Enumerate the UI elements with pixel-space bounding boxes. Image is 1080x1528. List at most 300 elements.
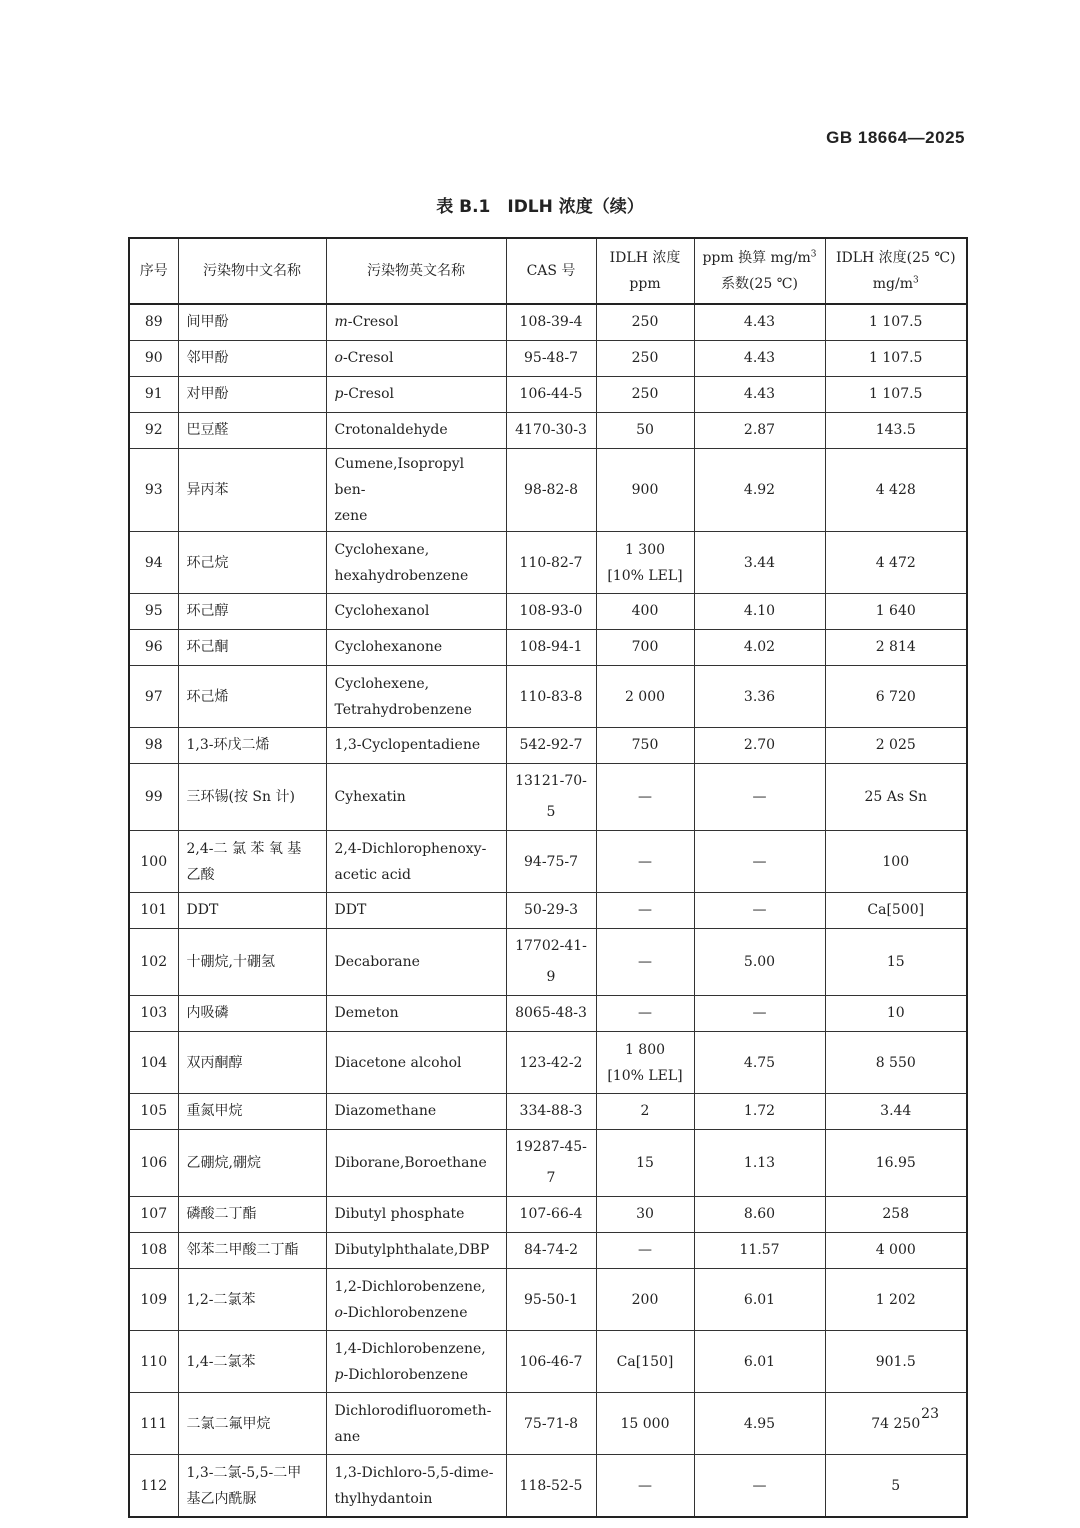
cell-no-text: 102 bbox=[140, 953, 168, 970]
cell-no bbox=[129, 1233, 178, 1269]
cell-cn-name bbox=[178, 1094, 326, 1130]
cell-en-prefix: o bbox=[334, 350, 343, 366]
cell-cas-text: 17702-41-9 bbox=[515, 938, 587, 985]
cell-idlh-ppm bbox=[596, 341, 694, 377]
standard-code: GB 18664—2025 bbox=[826, 128, 965, 147]
cell-cas-text: 75-71-8 bbox=[524, 1415, 578, 1432]
cell-en-name bbox=[326, 1094, 506, 1130]
cell-idlh-ppm-text-2: [10% LEL] bbox=[607, 567, 683, 584]
cell-no bbox=[129, 1130, 178, 1197]
cell-cas bbox=[506, 1331, 596, 1393]
table-row bbox=[129, 304, 967, 341]
cell-factor-text: 1.13 bbox=[743, 1154, 776, 1171]
page-number: 23 bbox=[921, 1406, 939, 1422]
table-title: 表 B.1 IDLH 浓度（续） bbox=[436, 197, 644, 217]
cell-idlh-mg-text: 1 202 bbox=[875, 1291, 916, 1308]
cell-factor bbox=[694, 929, 825, 996]
cell-no bbox=[129, 996, 178, 1032]
cell-idlh-mg-text: 1 107.5 bbox=[869, 350, 923, 366]
cell-cas-text: 123-42-2 bbox=[519, 1054, 583, 1071]
cell-factor-text: 6.01 bbox=[743, 1291, 776, 1308]
col-header-factor bbox=[694, 238, 825, 304]
cell-en-name-text: Dichlorodifluorometh- bbox=[334, 1402, 492, 1419]
table-row bbox=[129, 1455, 967, 1518]
cell-factor bbox=[694, 1455, 825, 1518]
cell-cas-text: 4170-30-3 bbox=[515, 422, 587, 438]
cell-en-prefix: m bbox=[334, 314, 348, 330]
cell-cas-text: 19287-45-7 bbox=[515, 1139, 587, 1186]
cell-idlh-ppm-text-2: [10% LEL] bbox=[607, 1067, 683, 1084]
cell-cas bbox=[506, 532, 596, 594]
cell-en-name-text-2: -Dichlorobenzene bbox=[343, 1366, 469, 1383]
cell-idlh-mg bbox=[825, 1455, 967, 1518]
cell-factor bbox=[694, 831, 825, 893]
cell-idlh-mg bbox=[825, 831, 967, 893]
cell-en-name bbox=[326, 377, 506, 413]
cell-idlh-mg-text: 74 250 bbox=[871, 1415, 921, 1432]
cell-idlh-mg bbox=[825, 630, 967, 666]
cell-no bbox=[129, 1331, 178, 1393]
cell-factor bbox=[694, 1197, 825, 1233]
table-row bbox=[129, 929, 967, 996]
cell-no-text: 109 bbox=[140, 1291, 168, 1308]
cell-idlh-ppm-text: — bbox=[638, 902, 652, 918]
cell-cn-name-text: 内吸磷 bbox=[186, 1005, 229, 1021]
cell-en-name-text-2: thylhydantoin bbox=[334, 1490, 433, 1507]
cell-no-text: 98 bbox=[144, 737, 163, 753]
cell-cas bbox=[506, 728, 596, 764]
cell-idlh-ppm bbox=[596, 1331, 694, 1393]
table-row bbox=[129, 341, 967, 377]
cell-idlh-mg bbox=[825, 532, 967, 594]
cell-en-name bbox=[326, 929, 506, 996]
cell-no-text: 111 bbox=[140, 1415, 168, 1432]
cell-en-name-text: Diacetone alcohol bbox=[334, 1054, 462, 1071]
cell-idlh-ppm bbox=[596, 1032, 694, 1094]
cell-idlh-ppm bbox=[596, 630, 694, 666]
cell-cas-text: 106-46-7 bbox=[519, 1353, 583, 1370]
cell-idlh-ppm-text: 250 bbox=[631, 386, 659, 402]
cell-cn-name bbox=[178, 532, 326, 594]
cell-en-name bbox=[326, 413, 506, 449]
cell-cn-name-text: 三环锡(按 Sn 计) bbox=[186, 788, 295, 805]
cell-cn-name bbox=[178, 1197, 326, 1233]
cell-idlh-ppm-text: — bbox=[638, 788, 652, 805]
cell-factor-text: — bbox=[752, 853, 767, 870]
cell-idlh-ppm-text: 250 bbox=[631, 350, 659, 366]
cell-cas bbox=[506, 929, 596, 996]
cell-cn-name-text: 环己酮 bbox=[186, 639, 229, 655]
table-row bbox=[129, 377, 967, 413]
cell-cas bbox=[506, 594, 596, 630]
cell-idlh-ppm-text: 2 000 bbox=[624, 688, 666, 705]
cell-idlh-mg bbox=[825, 1130, 967, 1197]
cell-en-name bbox=[326, 1393, 506, 1455]
cell-no bbox=[129, 1197, 178, 1233]
cell-factor-text: 11.57 bbox=[739, 1242, 780, 1258]
cell-cn-name-text: 间甲酚 bbox=[186, 314, 229, 330]
cell-idlh-mg-text: 8 550 bbox=[875, 1054, 916, 1071]
cell-no bbox=[129, 377, 178, 413]
cell-cn-name-text: 1,2-二氯苯 bbox=[186, 1291, 256, 1308]
cell-factor-text: 4.95 bbox=[743, 1415, 776, 1432]
cell-idlh-mg-text: 100 bbox=[882, 853, 910, 870]
cell-idlh-ppm bbox=[596, 1130, 694, 1197]
cell-no bbox=[129, 1094, 178, 1130]
cell-idlh-ppm bbox=[596, 1233, 694, 1269]
cell-cn-name-text: 乙硼烷,硼烷 bbox=[186, 1154, 261, 1171]
cell-no-text: 106 bbox=[140, 1154, 168, 1171]
cell-factor bbox=[694, 449, 825, 532]
cell-idlh-mg bbox=[825, 1197, 967, 1233]
cell-no-text: 89 bbox=[144, 314, 163, 330]
cell-idlh-mg-text: 258 bbox=[882, 1206, 910, 1222]
table-row bbox=[129, 413, 967, 449]
table-row bbox=[129, 449, 967, 532]
cell-factor-text: 4.10 bbox=[743, 603, 776, 619]
cell-no-text: 108 bbox=[140, 1242, 168, 1258]
cell-en-name-text: 1,3-Dichloro-5,5-dime- bbox=[334, 1464, 494, 1481]
cell-cas bbox=[506, 449, 596, 532]
cell-idlh-mg-text: 143.5 bbox=[875, 422, 916, 438]
cell-factor-text: 4.43 bbox=[743, 350, 776, 366]
cell-no-text: 110 bbox=[140, 1353, 168, 1370]
cell-cas-text: 108-94-1 bbox=[519, 639, 583, 655]
table-row bbox=[129, 831, 967, 893]
cell-en-name bbox=[326, 1233, 506, 1269]
cell-en-name-text: 1,2-Dichlorobenzene, bbox=[334, 1278, 486, 1295]
cell-factor-text: 4.75 bbox=[743, 1054, 776, 1071]
cell-no bbox=[129, 728, 178, 764]
cell-cas bbox=[506, 630, 596, 666]
cell-factor bbox=[694, 304, 825, 341]
cell-cn-name-text: 1,3-环戊二烯 bbox=[186, 737, 270, 753]
cell-en-name-text: 2,4-Dichlorophenoxy- bbox=[334, 840, 487, 857]
table-row bbox=[129, 1032, 967, 1094]
cell-factor bbox=[694, 1032, 825, 1094]
cell-en-name-text: Cyclohexanone bbox=[334, 639, 443, 655]
cell-en-name-text: Dibutylphthalate,DBP bbox=[334, 1242, 490, 1258]
cell-cn-name-text: 邻甲酚 bbox=[186, 350, 229, 366]
cell-cn-name-text: 1,4-二氯苯 bbox=[186, 1353, 256, 1370]
table-row bbox=[129, 893, 967, 929]
cell-cas bbox=[506, 1130, 596, 1197]
cell-cas-text: 84-74-2 bbox=[524, 1242, 578, 1258]
cell-no-text: 97 bbox=[144, 688, 163, 705]
cell-cn-name bbox=[178, 377, 326, 413]
cell-en-name-text: DDT bbox=[334, 902, 367, 918]
cell-en-name-text-2: Tetrahydrobenzene bbox=[334, 701, 472, 718]
cell-idlh-mg bbox=[825, 929, 967, 996]
cell-no bbox=[129, 1269, 178, 1331]
cell-en-name-text: 1,3-Cyclopentadiene bbox=[334, 737, 481, 753]
col-header-idlh-mg-sup: 3 bbox=[913, 275, 919, 286]
cell-no-text: 100 bbox=[140, 853, 168, 870]
cell-no-text: 105 bbox=[140, 1103, 168, 1119]
cell-no bbox=[129, 630, 178, 666]
cell-idlh-mg bbox=[825, 1094, 967, 1130]
cell-cn-name-text: 2,4-二 氯 苯 氧 基 bbox=[186, 840, 302, 857]
cell-en-name-text-2: ane bbox=[334, 1428, 361, 1445]
cell-cn-name-text: 环己烯 bbox=[186, 688, 229, 705]
col-header-factor-sup: 3 bbox=[810, 249, 817, 260]
cell-cn-name bbox=[178, 1393, 326, 1455]
cell-en-name-text: Cyclohexene, bbox=[334, 675, 430, 692]
cell-cas-text: 50-29-3 bbox=[524, 902, 578, 918]
cell-cas bbox=[506, 831, 596, 893]
cell-en-name bbox=[326, 893, 506, 929]
cell-cn-name bbox=[178, 341, 326, 377]
cell-cas-text: 13121-70-5 bbox=[515, 773, 587, 820]
cell-factor bbox=[694, 532, 825, 594]
cell-en-name-text: Crotonaldehyde bbox=[334, 422, 448, 438]
cell-cas-text: 107-66-4 bbox=[519, 1206, 583, 1222]
cell-factor-text: 3.44 bbox=[743, 554, 776, 571]
cell-cn-name-text-2: 基乙内酰脲 bbox=[186, 1490, 257, 1507]
cell-idlh-mg bbox=[825, 304, 967, 341]
cell-idlh-ppm bbox=[596, 764, 694, 831]
cell-cn-name bbox=[178, 1233, 326, 1269]
cell-en-name-text: Diazomethane bbox=[334, 1103, 437, 1119]
cell-cas bbox=[506, 413, 596, 449]
cell-idlh-ppm bbox=[596, 1197, 694, 1233]
cell-en-name bbox=[326, 1269, 506, 1331]
cell-factor bbox=[694, 728, 825, 764]
cell-idlh-ppm-text: 200 bbox=[631, 1291, 659, 1308]
cell-idlh-ppm-text: 1 300 bbox=[624, 541, 666, 558]
cell-idlh-mg-text: 901.5 bbox=[875, 1353, 916, 1370]
cell-no bbox=[129, 666, 178, 728]
cell-factor-text: 3.36 bbox=[743, 688, 776, 705]
cell-en2-prefix: o bbox=[334, 1304, 343, 1321]
cell-idlh-mg-text: 25 As Sn bbox=[864, 788, 928, 805]
cell-idlh-ppm-text: — bbox=[638, 853, 652, 870]
cell-cn-name-text: 对甲酚 bbox=[186, 386, 229, 402]
cell-idlh-mg bbox=[825, 341, 967, 377]
cell-factor bbox=[694, 1233, 825, 1269]
cell-cas-text: 118-52-5 bbox=[519, 1477, 583, 1494]
cell-idlh-ppm-text: 2 bbox=[640, 1103, 650, 1119]
cell-en-name-text: Diborane,Boroethane bbox=[334, 1154, 487, 1171]
cell-no bbox=[129, 893, 178, 929]
cell-en-name-text: -Cresol bbox=[347, 314, 399, 330]
cell-en-name-text: Cyclohexane, bbox=[334, 541, 430, 558]
cell-cn-name-text: 磷酸二丁酯 bbox=[186, 1206, 257, 1222]
cell-no-text: 93 bbox=[144, 482, 163, 498]
cell-no-text: 101 bbox=[140, 902, 168, 918]
cell-idlh-ppm-text: — bbox=[638, 1242, 652, 1258]
cell-cas bbox=[506, 1094, 596, 1130]
cell-cas bbox=[506, 1269, 596, 1331]
cell-no bbox=[129, 1032, 178, 1094]
cell-idlh-ppm bbox=[596, 831, 694, 893]
cell-idlh-ppm-text: 30 bbox=[636, 1206, 654, 1222]
cell-factor-text: 4.02 bbox=[743, 639, 776, 655]
table-row bbox=[129, 1197, 967, 1233]
table-row bbox=[129, 1269, 967, 1331]
cell-idlh-ppm-text: 250 bbox=[631, 314, 659, 330]
cell-en2-prefix: p bbox=[334, 1366, 344, 1383]
cell-no bbox=[129, 1455, 178, 1518]
cell-cas-text: 95-48-7 bbox=[524, 350, 578, 366]
col-header-factor-line2: 系数(25 ℃) bbox=[721, 276, 798, 292]
cell-cn-name bbox=[178, 929, 326, 996]
cell-idlh-mg bbox=[825, 764, 967, 831]
cell-no bbox=[129, 1393, 178, 1455]
cell-factor-text: 8.60 bbox=[743, 1206, 776, 1222]
cell-idlh-ppm-text: 1 800 bbox=[624, 1041, 666, 1058]
cell-idlh-mg bbox=[825, 1269, 967, 1331]
cell-en-name-text-2: acetic acid bbox=[334, 866, 411, 883]
cell-cn-name bbox=[178, 413, 326, 449]
cell-idlh-ppm bbox=[596, 449, 694, 532]
cell-idlh-mg bbox=[825, 1233, 967, 1269]
cell-idlh-ppm-text: Ca[150] bbox=[616, 1353, 674, 1370]
cell-cn-name bbox=[178, 449, 326, 532]
cell-en-name-text: Cumene,Isopropyl ben- bbox=[334, 456, 465, 498]
cell-en-name bbox=[326, 594, 506, 630]
cell-factor-text: — bbox=[752, 788, 767, 805]
cell-cn-name-text: 十硼烷,十硼氢 bbox=[186, 953, 275, 970]
cell-no bbox=[129, 764, 178, 831]
cell-idlh-ppm bbox=[596, 929, 694, 996]
cell-cas-text: 8065-48-3 bbox=[515, 1005, 587, 1021]
cell-factor bbox=[694, 1393, 825, 1455]
cell-idlh-mg-text: 1 107.5 bbox=[869, 314, 923, 330]
cell-factor-text: — bbox=[752, 1477, 767, 1494]
cell-idlh-mg-text: 1 640 bbox=[875, 603, 916, 619]
cell-cn-name-text: 环己烷 bbox=[186, 554, 229, 571]
cell-en-name bbox=[326, 728, 506, 764]
cell-cas-text: 98-82-8 bbox=[524, 482, 578, 498]
cell-idlh-ppm-text: 15 bbox=[636, 1154, 654, 1171]
cell-cn-name bbox=[178, 1455, 326, 1518]
cell-idlh-mg-text: 16.95 bbox=[875, 1154, 916, 1171]
cell-cas bbox=[506, 666, 596, 728]
cell-cas-text: 108-93-0 bbox=[519, 603, 583, 619]
cell-factor-text: 4.43 bbox=[743, 314, 776, 330]
cell-en-name bbox=[326, 532, 506, 594]
cell-no-text: 92 bbox=[144, 422, 163, 438]
cell-factor-text: 2.87 bbox=[743, 422, 776, 438]
col-header-idlh-ppm-line1: IDLH 浓度 bbox=[609, 250, 681, 266]
cell-idlh-mg-text: 4 428 bbox=[875, 482, 916, 498]
cell-cn-name bbox=[178, 996, 326, 1032]
cell-idlh-ppm-text: 700 bbox=[631, 639, 659, 655]
cell-factor bbox=[694, 1130, 825, 1197]
cell-cn-name bbox=[178, 630, 326, 666]
cell-no-text: 96 bbox=[144, 639, 163, 655]
cell-en-name bbox=[326, 1197, 506, 1233]
cell-en-name bbox=[326, 1455, 506, 1518]
cell-idlh-mg-text: 1 107.5 bbox=[869, 386, 923, 402]
cell-en-name-text: Cyhexatin bbox=[334, 788, 406, 805]
cell-cn-name-text: 1,3-二氯-5,5-二甲 bbox=[186, 1464, 302, 1481]
table-row bbox=[129, 996, 967, 1032]
cell-cn-name-text: 双丙酮醇 bbox=[186, 1054, 243, 1071]
cell-cas bbox=[506, 1197, 596, 1233]
cell-cas-text: 94-75-7 bbox=[524, 853, 578, 870]
cell-cas-text: 106-44-5 bbox=[519, 386, 583, 402]
cell-en-name-text-2: hexahydrobenzene bbox=[334, 567, 469, 584]
cell-idlh-ppm bbox=[596, 532, 694, 594]
cell-en-name bbox=[326, 304, 506, 341]
cell-cn-name-text: 重氮甲烷 bbox=[186, 1103, 243, 1119]
cell-en-name bbox=[326, 1130, 506, 1197]
cell-no bbox=[129, 594, 178, 630]
table-row bbox=[129, 1393, 967, 1455]
cell-idlh-ppm bbox=[596, 1455, 694, 1518]
cell-no-text: 104 bbox=[140, 1054, 168, 1071]
cell-idlh-ppm-text: 15 000 bbox=[620, 1415, 670, 1432]
cell-factor bbox=[694, 377, 825, 413]
cell-en-name bbox=[326, 341, 506, 377]
table-row bbox=[129, 666, 967, 728]
cell-cn-name bbox=[178, 1130, 326, 1197]
cell-factor-text: 4.92 bbox=[743, 482, 776, 498]
cell-cn-name-text-2: 乙酸 bbox=[186, 866, 215, 883]
cell-factor bbox=[694, 1331, 825, 1393]
table-row bbox=[129, 1130, 967, 1197]
cell-idlh-mg bbox=[825, 413, 967, 449]
cell-idlh-ppm bbox=[596, 1393, 694, 1455]
cell-idlh-ppm-text: 900 bbox=[631, 482, 659, 498]
cell-en-name-text-2: zene bbox=[334, 508, 368, 524]
cell-idlh-mg bbox=[825, 449, 967, 532]
col-header-factor-line1: ppm 换算 mg/m bbox=[702, 250, 811, 266]
cell-factor bbox=[694, 996, 825, 1032]
cell-idlh-ppm-text: — bbox=[638, 953, 652, 970]
cell-en-name bbox=[326, 1032, 506, 1094]
cell-cn-name-text: 巴豆醛 bbox=[186, 422, 229, 438]
cell-idlh-mg bbox=[825, 377, 967, 413]
cell-factor bbox=[694, 594, 825, 630]
cell-cas-text: 110-83-8 bbox=[519, 688, 583, 705]
col-header-idlh-mg-line1: IDLH 浓度(25 ℃) bbox=[835, 250, 956, 266]
cell-en-name bbox=[326, 666, 506, 728]
cell-idlh-mg bbox=[825, 1331, 967, 1393]
cell-idlh-mg-text: 6 720 bbox=[875, 688, 916, 705]
cell-idlh-ppm bbox=[596, 413, 694, 449]
cell-idlh-ppm bbox=[596, 304, 694, 341]
cell-factor-text: — bbox=[752, 902, 767, 918]
cell-no bbox=[129, 449, 178, 532]
cell-factor bbox=[694, 666, 825, 728]
cell-cas bbox=[506, 377, 596, 413]
table-header-row bbox=[129, 238, 967, 304]
cell-idlh-ppm bbox=[596, 666, 694, 728]
cell-cas bbox=[506, 341, 596, 377]
cell-en-prefix: p bbox=[334, 386, 344, 402]
table-row bbox=[129, 764, 967, 831]
cell-en-name-text: Dibutyl phosphate bbox=[334, 1206, 465, 1222]
cell-idlh-mg bbox=[825, 728, 967, 764]
cell-cas-text: 108-39-4 bbox=[519, 314, 583, 330]
cell-cn-name bbox=[178, 1269, 326, 1331]
cell-en-name bbox=[326, 630, 506, 666]
cell-cas bbox=[506, 1455, 596, 1518]
cell-no-text: 99 bbox=[144, 788, 163, 805]
cell-cas bbox=[506, 1233, 596, 1269]
cell-idlh-ppm bbox=[596, 594, 694, 630]
cell-en-name bbox=[326, 831, 506, 893]
table-row bbox=[129, 594, 967, 630]
cell-no bbox=[129, 341, 178, 377]
cell-factor bbox=[694, 341, 825, 377]
table-row bbox=[129, 630, 967, 666]
cell-idlh-mg-text: 10 bbox=[886, 1005, 905, 1021]
col-header-idlh-mg bbox=[825, 238, 967, 304]
